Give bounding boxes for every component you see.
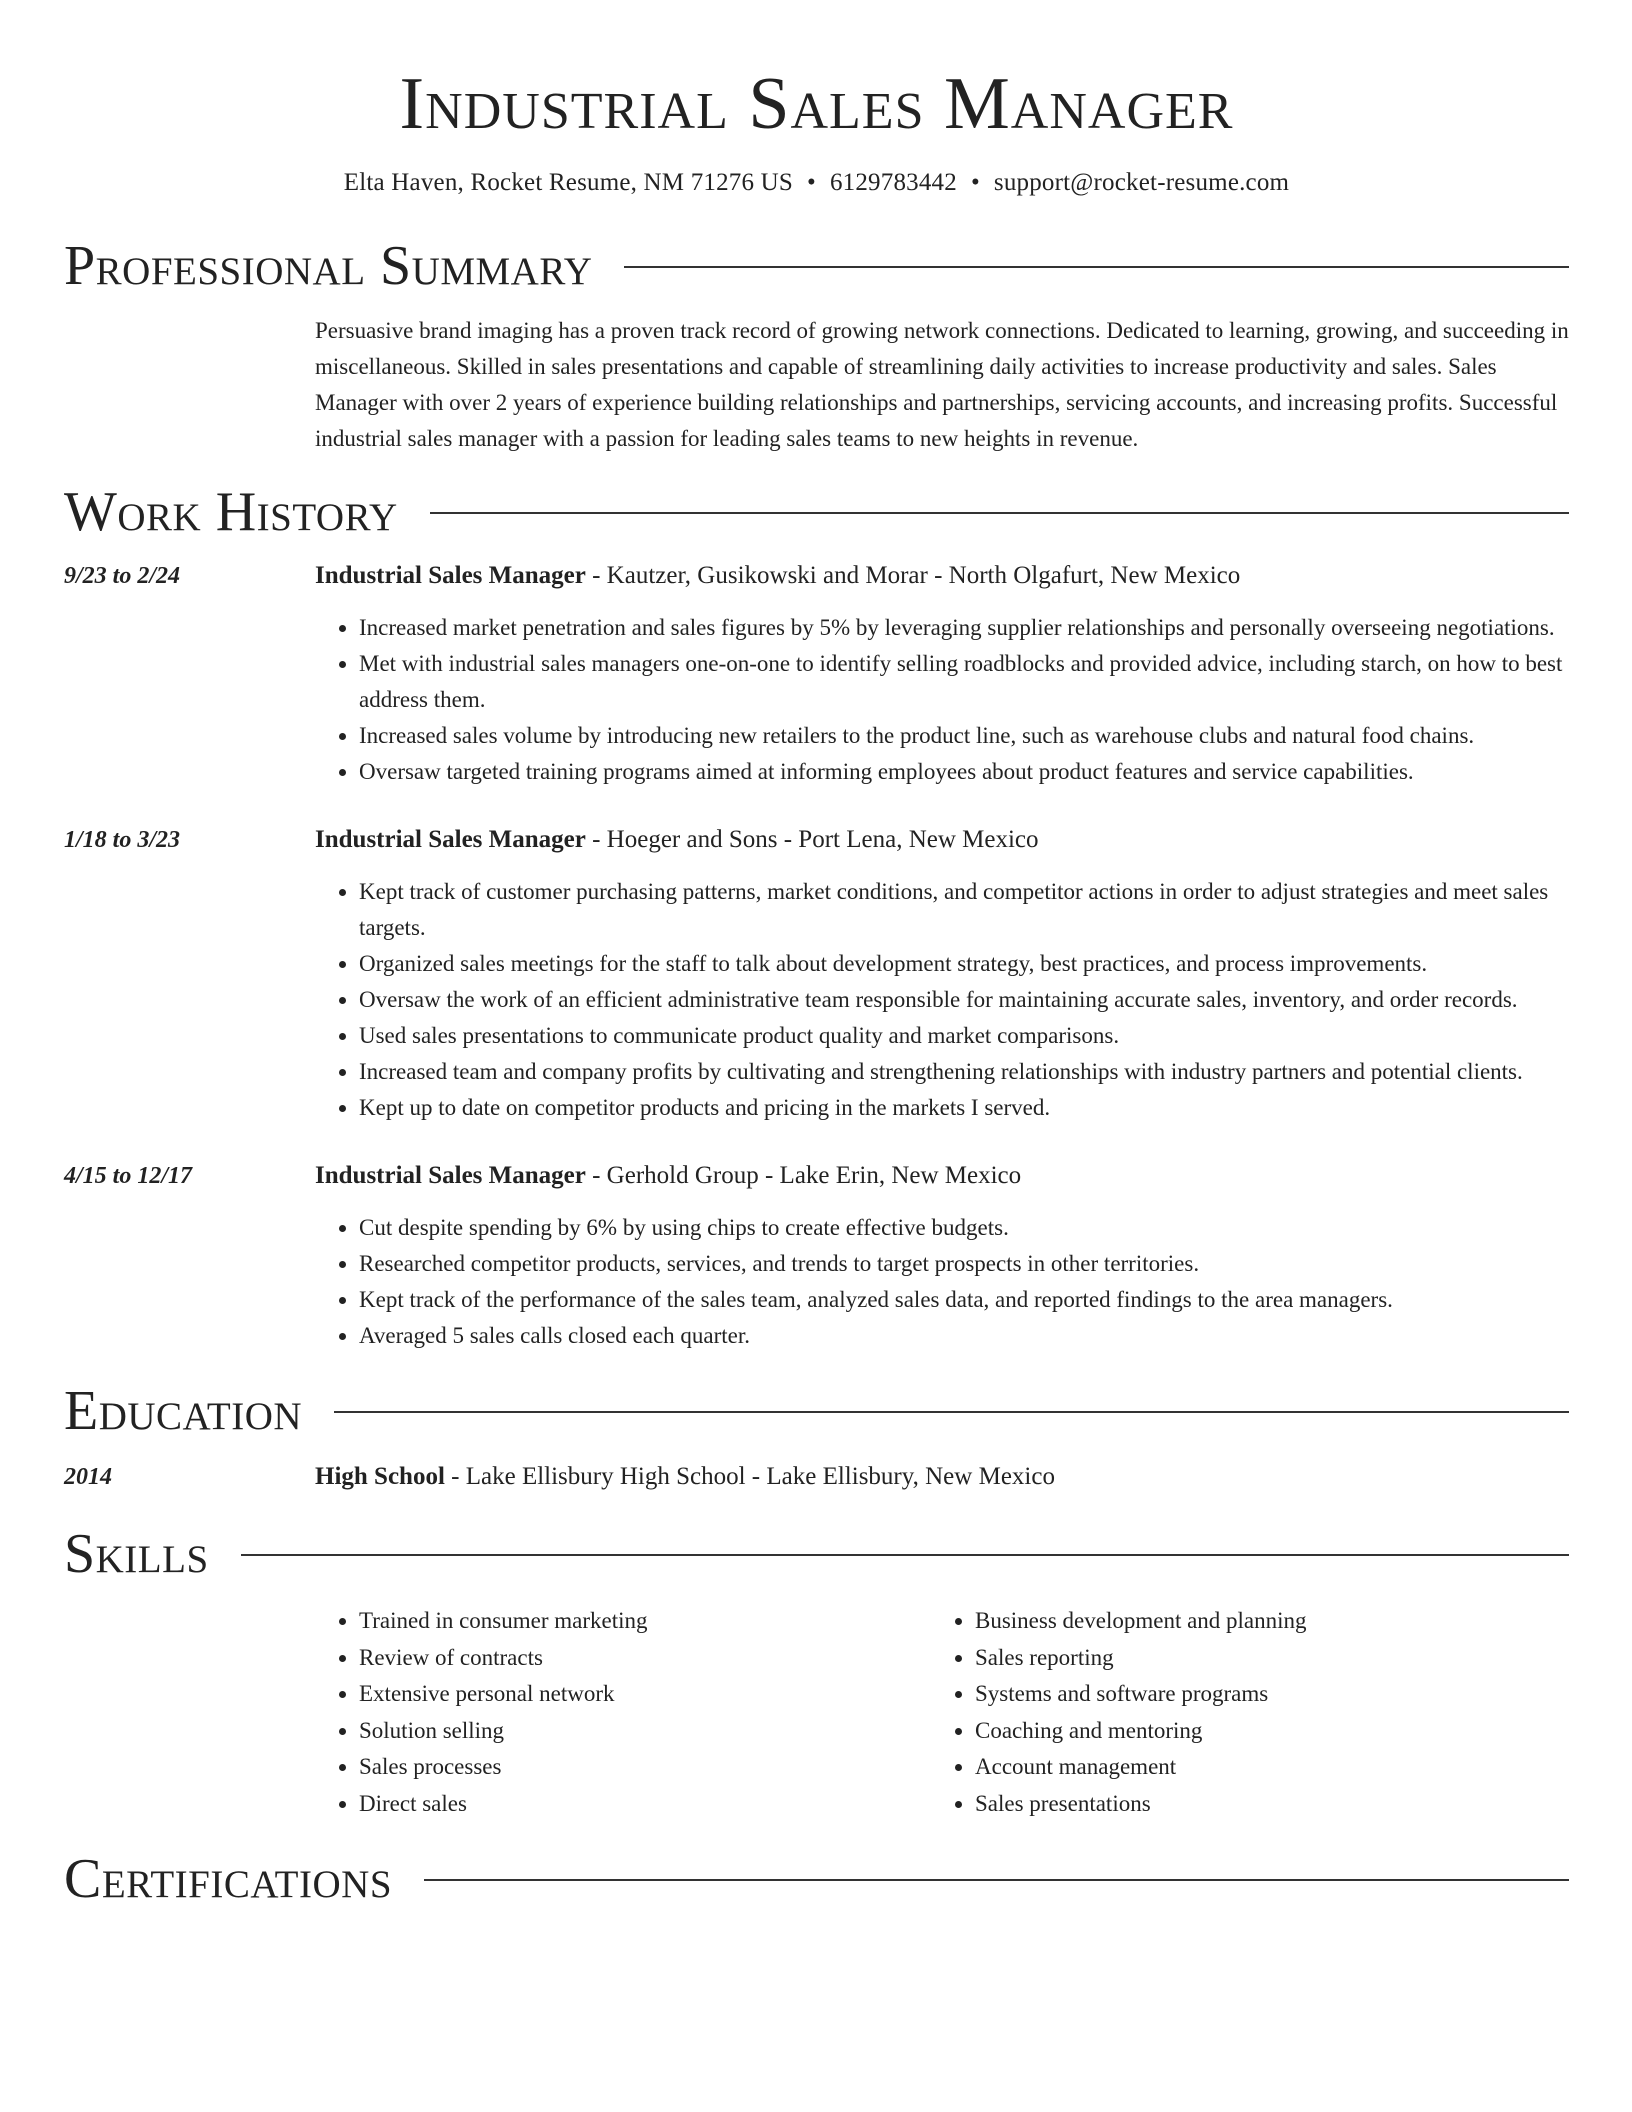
section-header-certifications bbox=[64, 1844, 1569, 1914]
job-role: Industrial Sales Manager bbox=[315, 562, 586, 589]
section-header-summary bbox=[64, 231, 1569, 301]
education-line bbox=[315, 1459, 1569, 1495]
education-year: 2014 bbox=[64, 1464, 112, 1490]
skill-item: • Coaching and mentoring bbox=[975, 1713, 1547, 1750]
job-bullet: • Kept track of customer purchasing patterns, market conditions, and competitor actions in order to adjust strategies and meet sales targets. bbox=[359, 874, 1569, 946]
job-bullet: • Kept track of the performance of the sales team, analyzed sales data, and reported findings to the area managers. bbox=[359, 1282, 1569, 1318]
skill-item: • Sales presentations bbox=[975, 1786, 1547, 1823]
job-bullet: • Oversaw the work of an efficient administrative team responsible for maintaining accurate sales, inventory, and order records. bbox=[359, 982, 1569, 1018]
skills-grid bbox=[315, 1603, 1569, 1822]
skill-item: • Review of contracts bbox=[359, 1640, 931, 1677]
skill-item: • Sales reporting bbox=[975, 1640, 1547, 1677]
job-title-line bbox=[315, 558, 1569, 594]
skill-item: • Direct sales bbox=[359, 1786, 931, 1823]
section-header-skills bbox=[64, 1519, 1569, 1589]
section-title-certifications: Certifications bbox=[64, 1848, 393, 1910]
section-title-education: Education bbox=[64, 1380, 303, 1442]
job-employer: - Gerhold Group - Lake Erin, New Mexico bbox=[585, 1162, 1022, 1189]
skill-item: • Account management bbox=[975, 1749, 1547, 1786]
section-divider bbox=[334, 1411, 1569, 1413]
job-bullet: • Kept up to date on competitor products and pricing in the markets I served. bbox=[359, 1090, 1569, 1126]
section-divider bbox=[624, 266, 1569, 268]
job-details bbox=[315, 558, 1569, 790]
skill-item: • Sales processes bbox=[359, 1749, 931, 1786]
contact-address: Elta Haven, Rocket Resume, NM 71276 US bbox=[343, 169, 793, 196]
job-employer: - Hoeger and Sons - Port Lena, New Mexico bbox=[585, 826, 1039, 853]
section-header-work-history bbox=[64, 477, 1569, 547]
job-dates: 4/15 to 12/17 bbox=[64, 1163, 193, 1189]
education-entry bbox=[64, 1459, 1569, 1495]
job-bullet: • Averaged 5 sales calls closed each quarter. bbox=[359, 1318, 1569, 1354]
job-bullet: • Researched competitor products, services, and trends to target prospects in other territories. bbox=[359, 1246, 1569, 1282]
resume-name: Industrial Sales Manager bbox=[399, 63, 1234, 145]
job-role: Industrial Sales Manager bbox=[315, 1162, 586, 1189]
section-divider bbox=[424, 1879, 1569, 1881]
contact-separator: • bbox=[807, 169, 816, 196]
contact-email: support@rocket-resume.com bbox=[993, 169, 1290, 196]
job-details bbox=[315, 822, 1569, 1126]
contact-phone: 6129783442 bbox=[829, 169, 957, 196]
job-role: Industrial Sales Manager bbox=[315, 826, 586, 853]
job-bullet: • Organized sales meetings for the staff to talk about development strategy, best practices, and process improvements. bbox=[359, 946, 1569, 982]
job-bullet: • Cut despite spending by 6% by using chips to create effective budgets. bbox=[359, 1210, 1569, 1246]
section-divider bbox=[241, 1554, 1569, 1556]
skills-column-right bbox=[931, 1603, 1547, 1822]
job-employer: - Kautzer, Gusikowski and Morar - North Olgafurt, New Mexico bbox=[585, 562, 1241, 589]
job-title-line bbox=[315, 822, 1569, 858]
job-bullet: • Used sales presentations to communicate product quality and market comparisons. bbox=[359, 1018, 1569, 1054]
job-entry bbox=[64, 558, 1569, 790]
job-dates: 9/23 to 2/24 bbox=[64, 563, 181, 589]
skills-column-left bbox=[315, 1603, 931, 1822]
job-entry bbox=[64, 822, 1569, 1126]
skill-item: • Trained in consumer marketing bbox=[359, 1603, 931, 1640]
section-header-education bbox=[64, 1376, 1569, 1446]
job-bullets bbox=[315, 874, 1569, 1126]
education-school: - Lake Ellisbury High School - Lake Ellisbury, New Mexico bbox=[444, 1463, 1055, 1490]
section-title-work-history: Work History bbox=[64, 481, 398, 543]
skill-item: • Extensive personal network bbox=[359, 1676, 931, 1713]
contact-separator: • bbox=[970, 169, 980, 196]
job-entry bbox=[64, 1158, 1569, 1354]
contact-line bbox=[64, 168, 1569, 198]
job-bullet: • Increased team and company profits by cultivating and strengthening relationships with industry partners and potential clients. bbox=[359, 1054, 1569, 1090]
job-bullet: • Increased sales volume by introducing new retailers to the product line, such as warehouse clubs and natural food chains. bbox=[359, 718, 1569, 754]
job-bullets bbox=[315, 1210, 1569, 1354]
section-title-summary: Professional Summary bbox=[64, 235, 593, 297]
resume-page bbox=[64, 0, 1569, 1914]
section-title-skills: Skills bbox=[64, 1523, 209, 1585]
skill-item: • Solution selling bbox=[359, 1713, 931, 1750]
job-bullet: • Oversaw targeted training programs aimed at informing employees about product features and service capabilities. bbox=[359, 754, 1569, 790]
education-degree: High School bbox=[315, 1463, 445, 1490]
summary-text: Persuasive brand imaging has a proven track record of growing network connections. Dedicated to learning, growing, and succeeding in miscellaneous. Skilled in sales presentations and capable of streamlining daily activities to increase productivity and sales. Sales Manager with over 2 years of experience building relationships and partnerships, servicing accounts, and increasing profits. Successful industrial sales manager with a passion for leading sales teams to new heights in revenue. bbox=[315, 318, 1569, 451]
job-bullet: • Increased market penetration and sales figures by 5% by leveraging supplier relationships and personally overseeing negotiations. bbox=[359, 610, 1569, 646]
job-details bbox=[315, 1158, 1569, 1354]
skill-item: • Systems and software programs bbox=[975, 1676, 1547, 1713]
job-title-line bbox=[315, 1158, 1569, 1194]
job-bullet: • Met with industrial sales managers one-on-one to identify selling roadblocks and provided advice, including starch, on how to best address them. bbox=[359, 646, 1569, 718]
education-details bbox=[315, 1459, 1569, 1495]
skill-item: • Business development and planning bbox=[975, 1603, 1547, 1640]
section-divider bbox=[430, 512, 1569, 514]
job-dates: 1/18 to 3/23 bbox=[64, 827, 181, 853]
job-bullets bbox=[315, 610, 1569, 790]
